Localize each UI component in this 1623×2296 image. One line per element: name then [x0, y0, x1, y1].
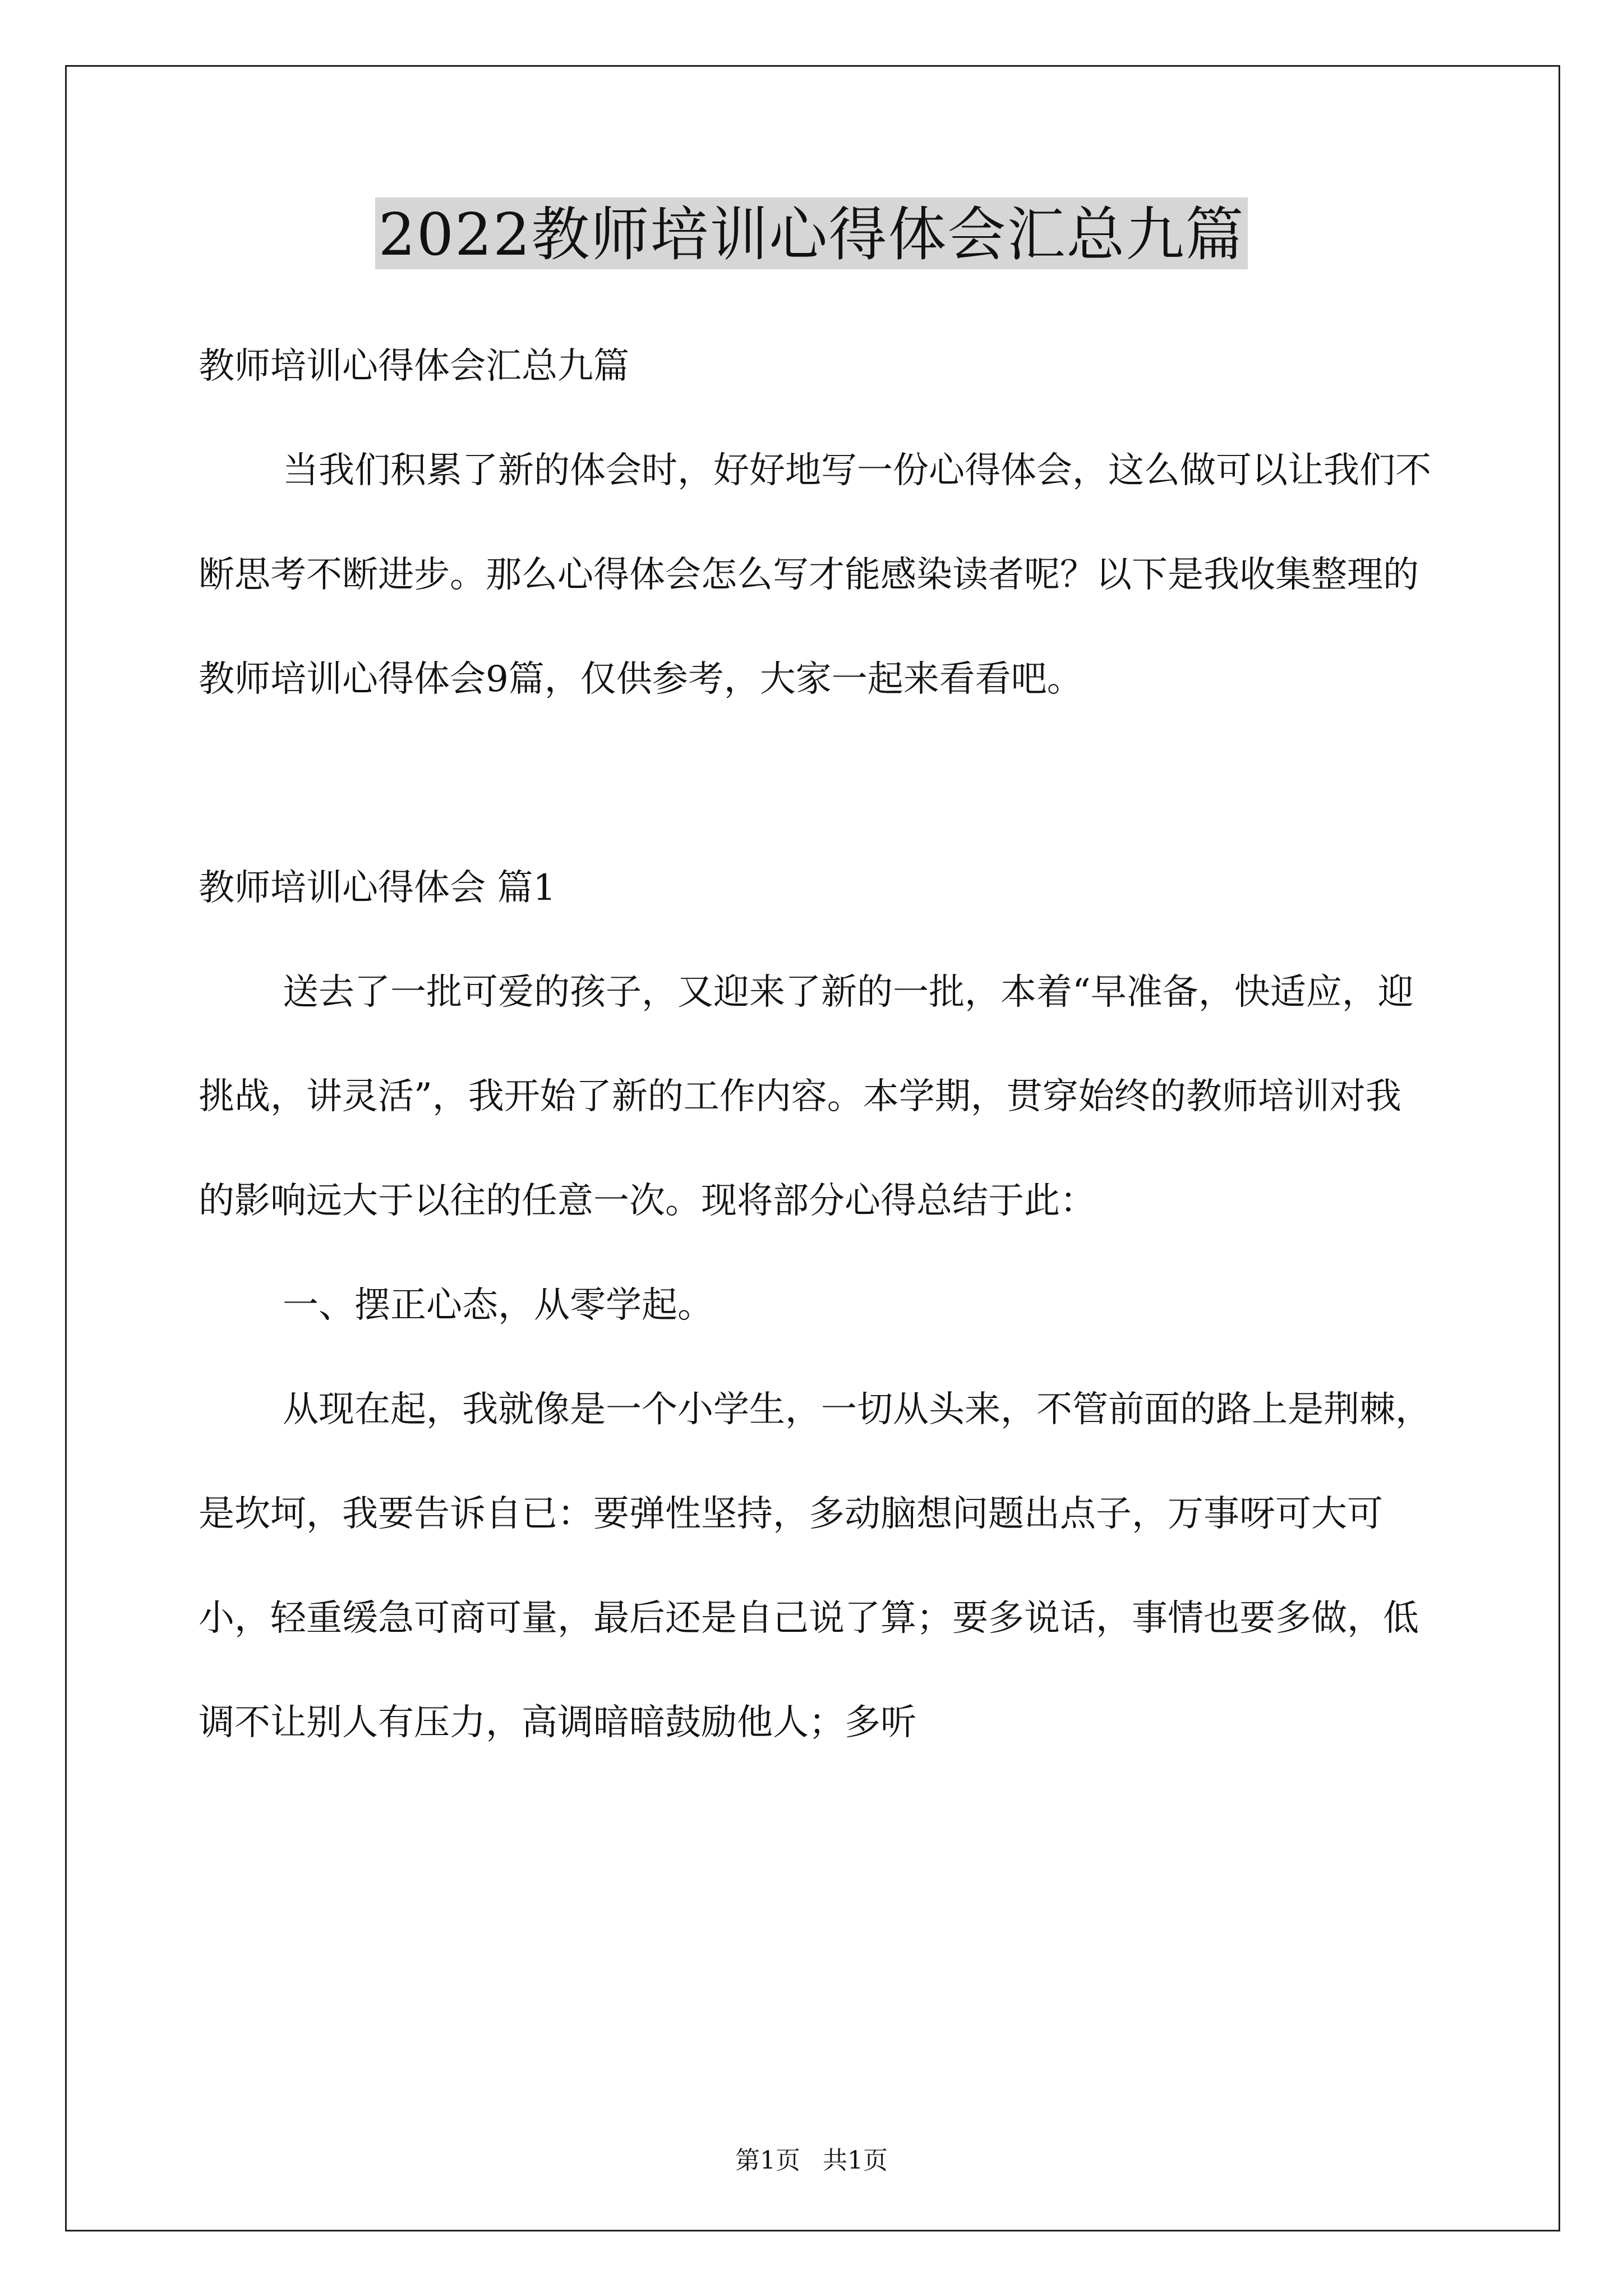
document-body — [199, 314, 1432, 1775]
document-title-wrapper — [0, 197, 1623, 269]
section-heading: 教师培训心得体会 篇1 — [199, 867, 556, 909]
section-paragraph-2: 从现在起，我就像是一个小学生，一切从头来，不管前面的路上是荆棘，是坎坷，我要告诉自已：要弹性坚持，多动脑想问题出点子，万事呀可大可小，轻重缓急可商可量，最后还是自己说了算；要多说话，事情也要多做，低调不让别人有压力，高调暗暗鼓励他人；多听 — [199, 1389, 1431, 1743]
page-footer — [0, 2148, 1623, 2173]
point-heading-1: 一、摆正心态，从零学起。 — [283, 1285, 713, 1326]
intro-paragraph: 当我们积累了新的体会时，好好地写一份心得体会，这么做可以让我们不断思考不断进步。那么心得体会怎么写才能感染读者呢？以下是我收集整理的教师培训心得体会9篇，仅供参考，大家一起来看看吧。 — [199, 450, 1431, 700]
document-title: 2022教师培训心得体会汇总九篇 — [375, 197, 1248, 269]
section-paragraph-1: 送去了一批可爱的孩子，又迎来了新的一批，本着“早准备，快适应，迎挑战，讲灵活”，我开始了新的工作内容。本学期，贯穿始终的教师培训对我的影响远大于以往的任意一次。现将部分心得总结于此： — [199, 972, 1414, 1222]
section-spacer — [199, 731, 1432, 836]
page-total: 共1页 — [823, 2146, 888, 2175]
page-number: 第1页 — [735, 2146, 800, 2175]
document-subtitle: 教师培训心得体会汇总九篇 — [199, 346, 629, 387]
